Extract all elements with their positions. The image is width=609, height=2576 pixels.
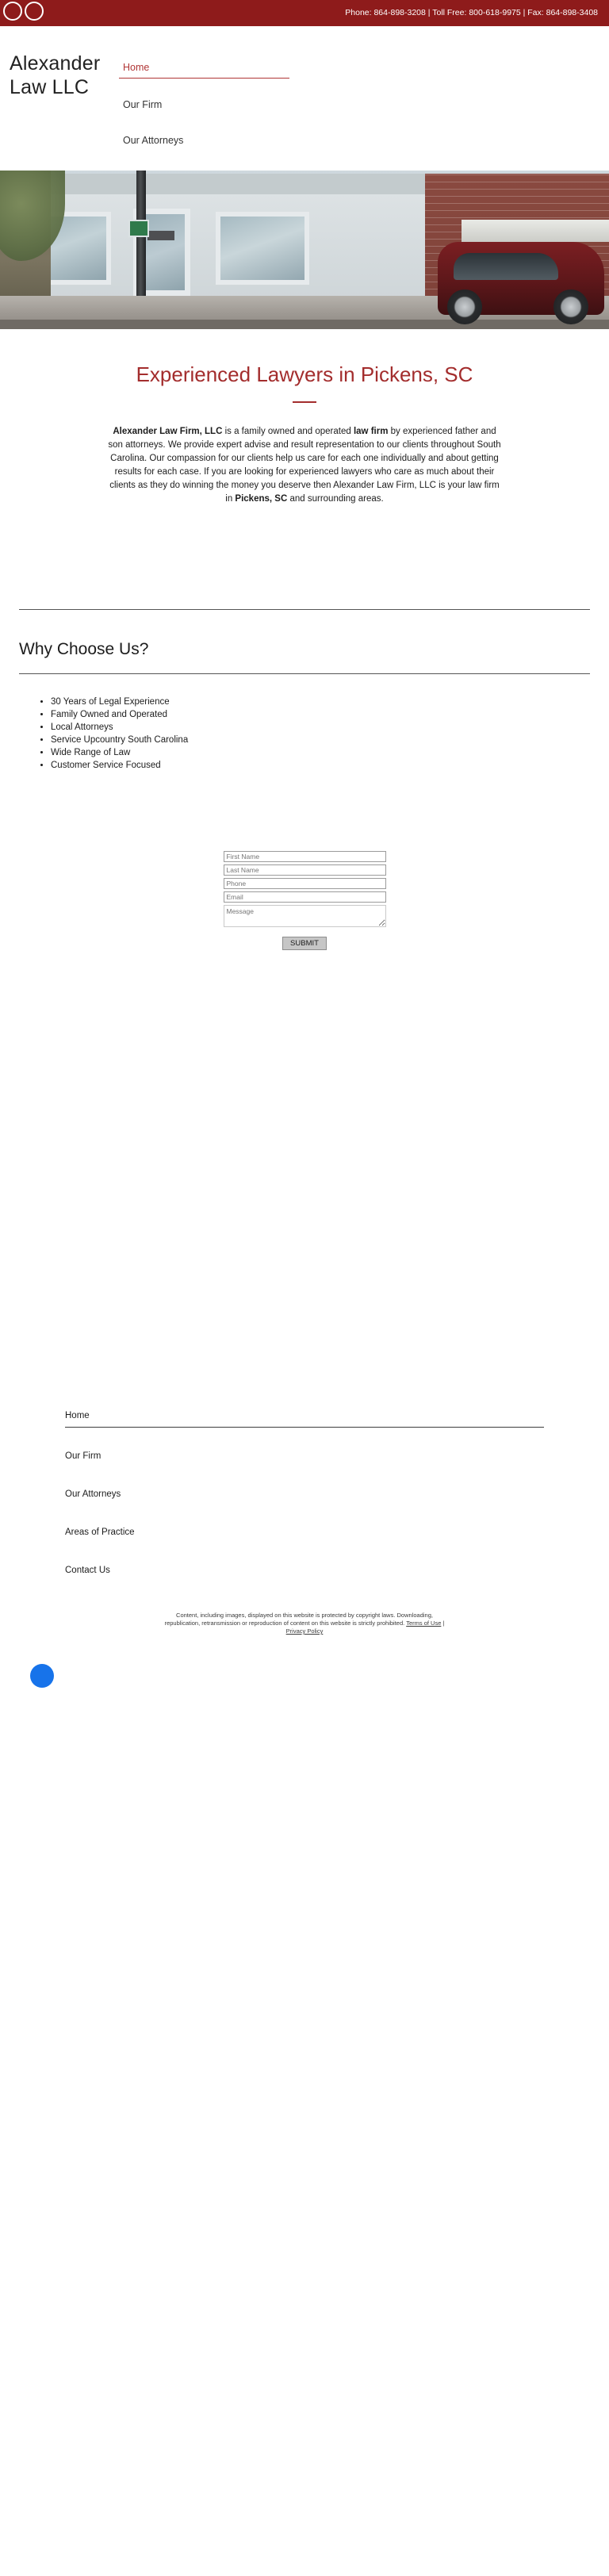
message-field[interactable] bbox=[224, 905, 386, 927]
hero-door-sign bbox=[147, 231, 174, 240]
nav-item-our-attorneys[interactable]: Our Attorneys bbox=[123, 135, 184, 146]
hero-street-sign-icon bbox=[128, 220, 149, 237]
hero-car-window bbox=[454, 253, 558, 280]
hero-brick-awning bbox=[462, 220, 609, 242]
legal-separator: | bbox=[441, 1620, 445, 1627]
double-ring-logo-icon[interactable] bbox=[3, 2, 44, 21]
list-item: • Wide Range of Law bbox=[51, 747, 590, 759]
hero-car-wheel-rear bbox=[553, 289, 588, 324]
site-brand-title[interactable]: Alexander Law LLC bbox=[10, 52, 101, 98]
list-item: • Service Upcountry South Carolina bbox=[51, 734, 590, 746]
terms-of-use-link[interactable]: Terms of Use bbox=[406, 1620, 442, 1627]
contact-form bbox=[224, 851, 386, 950]
nav-item-home[interactable]: Home bbox=[119, 58, 289, 79]
contact-info-text: Phone: 864-898-3208 | Toll Free: 800-618-9975 | Fax: 864-898-3408 bbox=[345, 8, 598, 17]
footer-nav bbox=[19, 1406, 590, 1580]
legal-copyright-text bbox=[162, 1612, 447, 1656]
section-title-why-choose-us: Why Choose Us? bbox=[19, 640, 149, 658]
last-name-field[interactable] bbox=[224, 864, 386, 876]
section-divider-top bbox=[19, 609, 590, 610]
nav-item-our-firm[interactable]: Our Firm bbox=[123, 99, 163, 110]
hero-window-right bbox=[216, 212, 309, 285]
logo-ring-right bbox=[25, 2, 44, 21]
legal-body-text: Content, including images, displayed on this website is protected by copyright laws. Downloading, republication, retransmission or reproduction of content on this website is strictly prohibited. bbox=[164, 1612, 433, 1627]
footer-link-our-attorneys[interactable]: Our Attorneys bbox=[65, 1489, 121, 1499]
page-title: Experienced Lawyers in Pickens, SC bbox=[136, 362, 473, 386]
first-name-field[interactable] bbox=[224, 851, 386, 862]
phone-field[interactable] bbox=[224, 878, 386, 889]
list-item: • Family Owned and Operated bbox=[51, 709, 590, 721]
headline-underline-divider bbox=[293, 401, 316, 403]
footer-link-contact-us[interactable]: Contact Us bbox=[65, 1566, 110, 1575]
submit-row bbox=[224, 935, 386, 950]
chat-bubble-icon[interactable] bbox=[30, 1664, 54, 1688]
intro-paragraph: Alexander Law Firm, LLC is a family owned and operated law firm by experienced father and son attorneys. We provide expert advise and result representation to our clients throughout South Carolina. Our compassion for our clients help us care for each one individually and about getting results for each case. If you are looking for experienced lawyers who care as much about their clients as they do winning the money you deserve then Alexander Law Firm, LLC is your law firm in Pickens, SC and surrounding areas. bbox=[108, 427, 501, 504]
hero-storefront-image bbox=[0, 171, 609, 329]
email-field[interactable] bbox=[224, 891, 386, 903]
footer-link-areas-of-practice[interactable]: Areas of Practice bbox=[65, 1528, 135, 1537]
list-item: • 30 Years of Legal Experience bbox=[51, 696, 590, 708]
site-header bbox=[0, 26, 609, 171]
logo-ring-left bbox=[3, 2, 22, 21]
footer-link-home[interactable]: Home bbox=[65, 1406, 544, 1428]
why-choose-us-list bbox=[19, 696, 590, 772]
main-content bbox=[0, 362, 609, 1656]
hero-car-wheel-front bbox=[447, 289, 482, 324]
hero-curb bbox=[0, 320, 609, 329]
list-item: • Local Attorneys bbox=[51, 722, 590, 734]
footer-link-our-firm[interactable]: Our Firm bbox=[65, 1451, 102, 1461]
top-contact-bar bbox=[0, 0, 609, 26]
section-title-underline bbox=[19, 673, 590, 674]
privacy-policy-link[interactable]: Privacy Policy bbox=[285, 1627, 324, 1635]
list-item: • Customer Service Focused bbox=[51, 760, 590, 772]
submit-button[interactable]: SUBMIT bbox=[282, 937, 327, 950]
